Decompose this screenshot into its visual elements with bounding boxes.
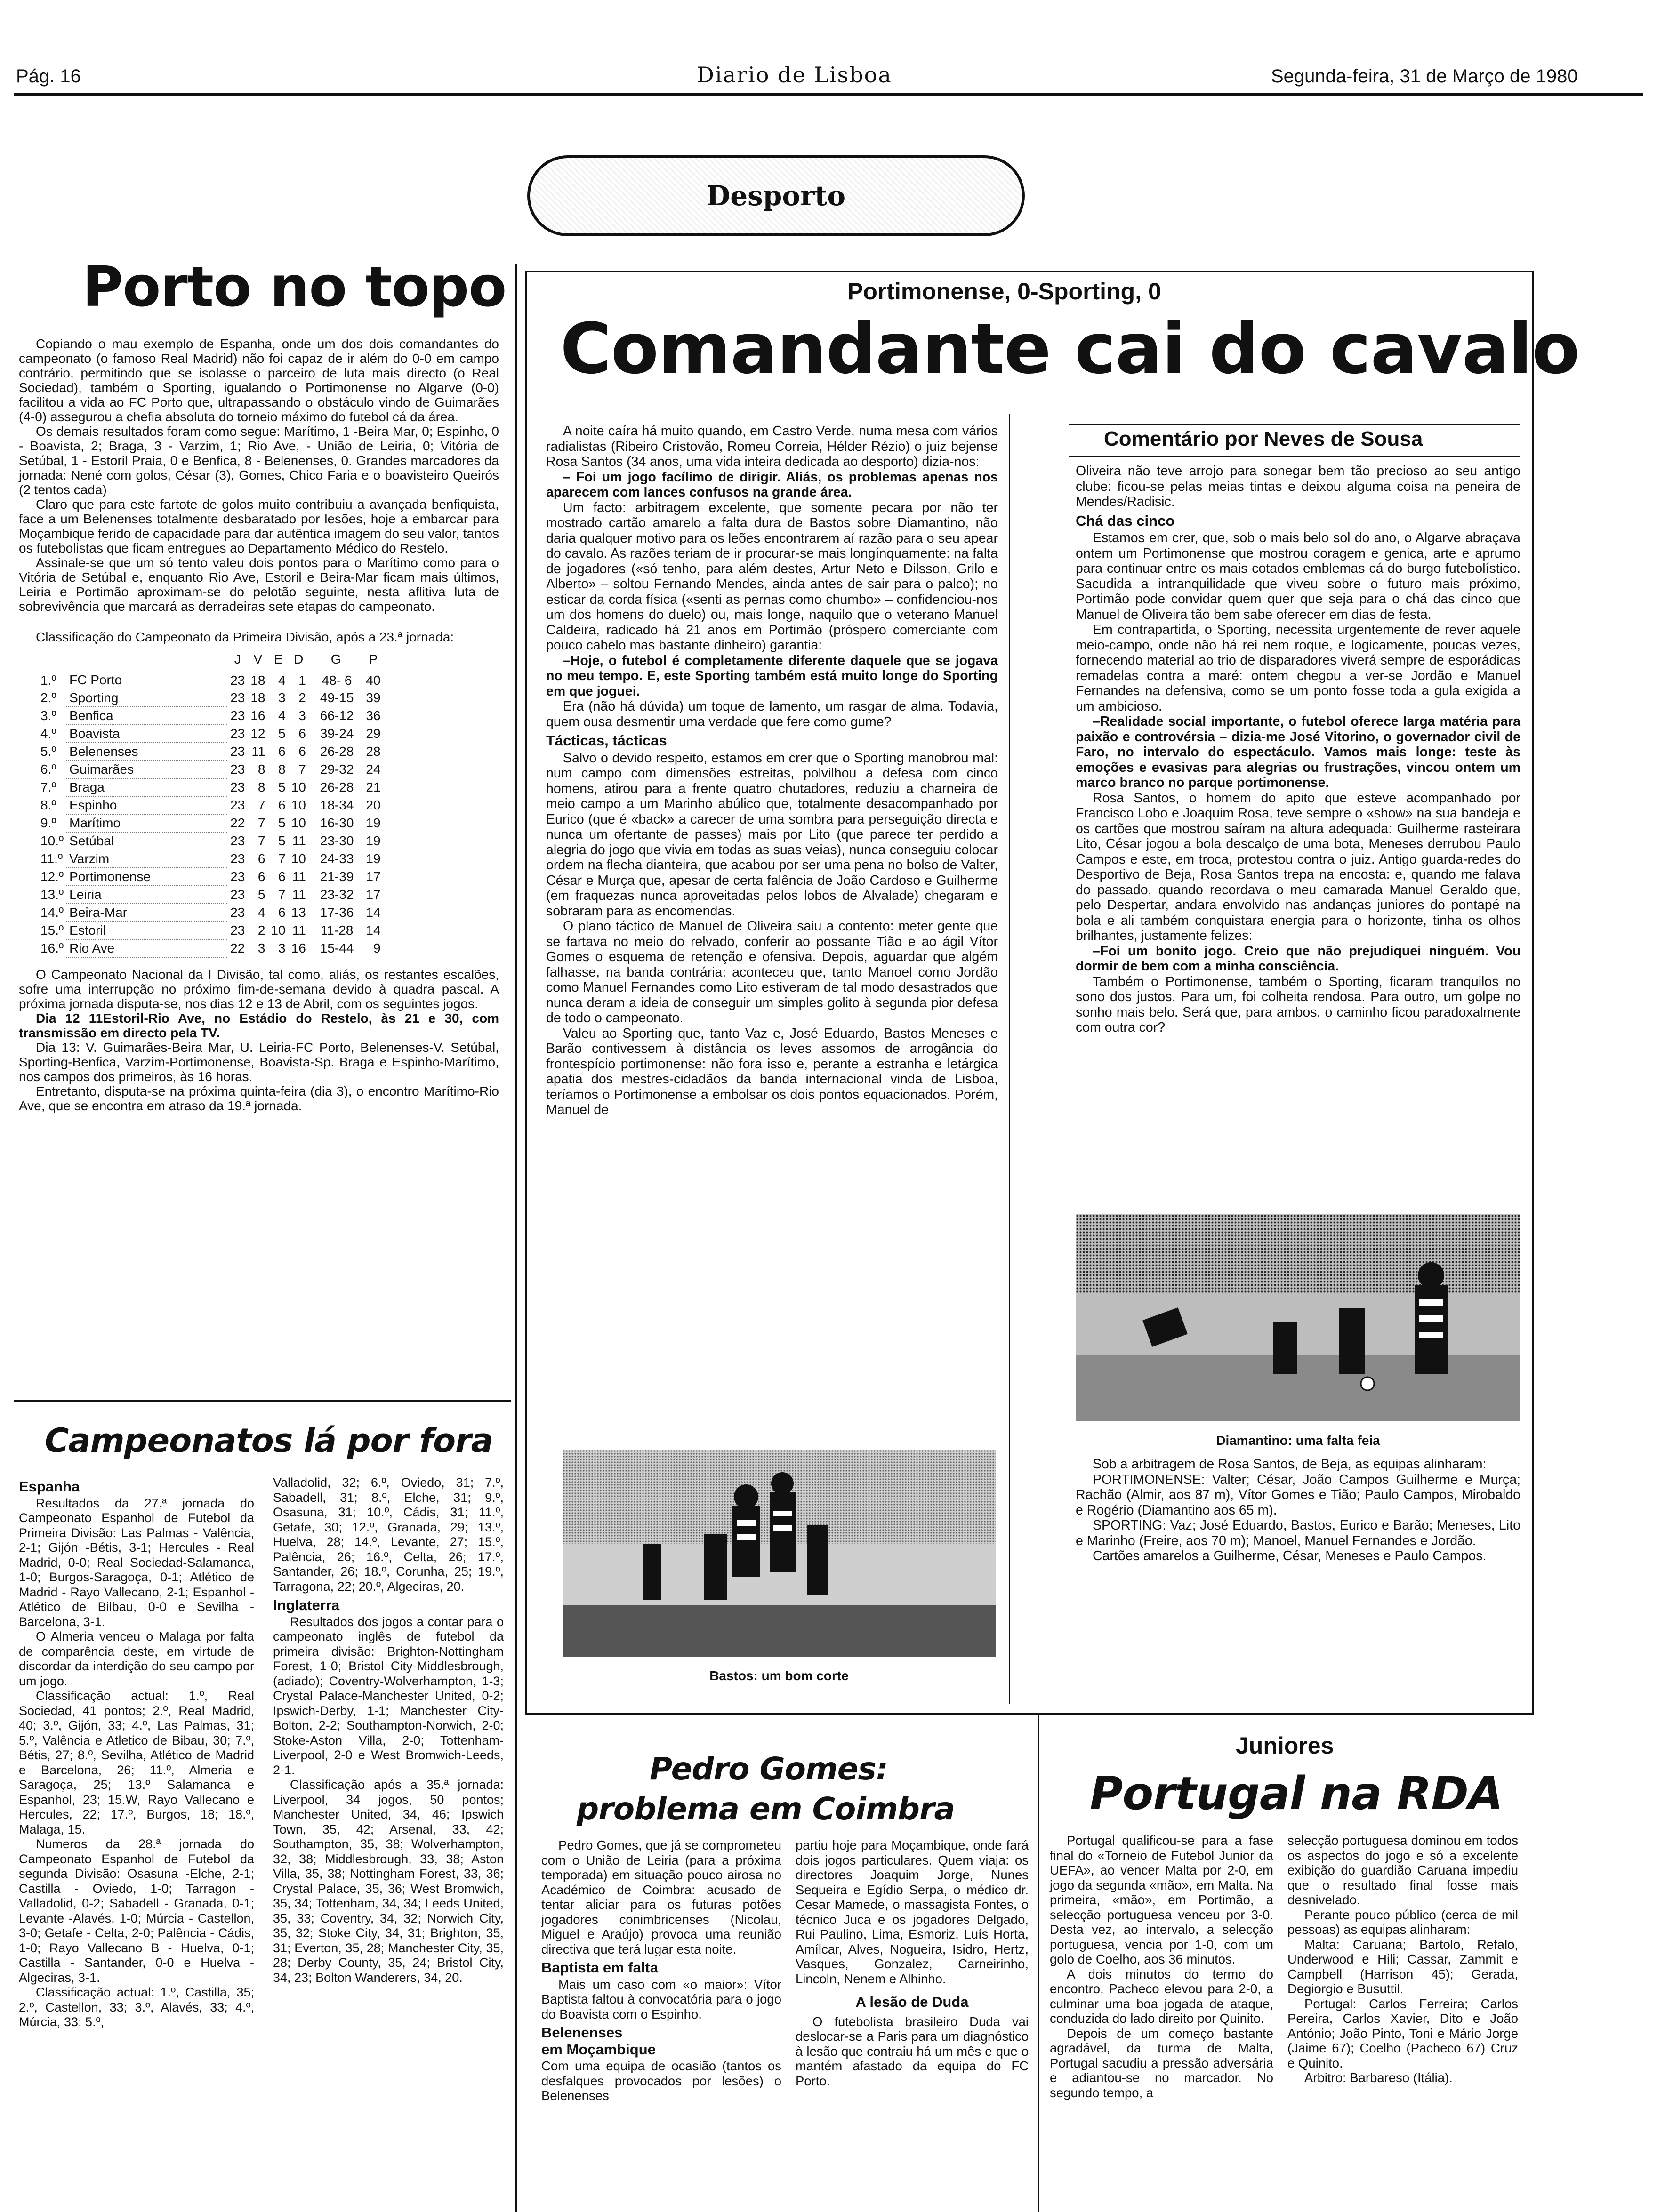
gomes-title-line1: Pedro Gomes: <box>650 1751 888 1787</box>
standings-pos: 9.º <box>40 816 56 830</box>
paragraph: PORTIMONENSE: Valter; César, João Campos Guilherme e Murça; Rachão (Almir, aos 87 m), Vítor Gomes e Tião; Paulo Campos, Mirobaldo e Rogério (Diamantino aos 65 m). <box>1076 1472 1520 1518</box>
standings-p: 17 <box>366 887 381 902</box>
standings-j: 23 <box>230 905 245 920</box>
standings-team: FC Porto <box>66 672 227 689</box>
comment-top-rule <box>1069 424 1520 425</box>
left-column-rule <box>515 264 517 2212</box>
bold-quote: –Hoje, o futebol é completamente diferente daquele que se jogava no meu tempo. E, este Sporting também está muito longe do Sporting em que joguei. <box>546 653 998 699</box>
subheading: Tácticas, tácticas <box>546 732 667 749</box>
standings-pos: 7.º <box>40 780 56 794</box>
standings-p: 19 <box>366 851 381 866</box>
paragraph: O Almeria venceu o Malaga por falta de comparência deste, em virtude de discordar da interdição do seu campo por um jogo. <box>19 1629 254 1688</box>
standings-p: 20 <box>366 798 381 812</box>
standings-v: 12 <box>250 726 265 741</box>
photo-diamantino-caption: Diamantino: uma falta feia <box>1216 1433 1380 1448</box>
standings-row <box>38 761 384 778</box>
standings-header-cell: G <box>330 652 341 666</box>
standings-g: 26-28 <box>320 780 354 794</box>
standings-e: 6 <box>278 744 286 759</box>
standings-p: 21 <box>366 780 381 794</box>
paragraph: Salvo o devido respeito, estamos em crer que o Sporting manobrou mal: num campo com dimensões estreitas, polvilhou a defesa com cinco homens, atirou para a frente quatro chutadores, reduziu a charneira de meio campo a um Marinho abúlico que, totalmente desacompanhado por Eurico (que é «back» a carecer de uma sombra para perseguição directa e nunca um ofertante de passes) mais por Lito (que parece ter perdido a alegria do jogo que vivia em todas as suas veias), nunca conseguiu colocar ordem na flecha dianteira, que acabou por ser uma pena no bolso de Valter, César e Murça que, apesar de certa falência de João Cardoso e Guilherme (em fraquezas nunca aproveitadas pelos lobos de Alvalade) chegaram e sobraram para as encomendas. <box>546 750 998 919</box>
standings-e: 4 <box>278 673 286 688</box>
photo-bastos <box>563 1450 996 1657</box>
standings-pos: 6.º <box>40 762 56 777</box>
standings-p: 29 <box>366 726 381 741</box>
standings-j: 23 <box>230 798 245 812</box>
standings-j: 23 <box>230 690 245 705</box>
standings-team: Boavista <box>66 725 227 743</box>
paragraph: selecção portuguesa dominou em todos os aspectos do jogo e só a excelente exibição do guardião Caruana impediu que o resultado final fosse mais desnivelado. <box>1287 1833 1518 1907</box>
paragraph: Numeros da 28.ª jornada do Campeonato Espanhol de Futebol da segunda Divisão: Osasuna -Elche, 2-1; Castilla - Oviedo, 1-0; Tarragon - Valladolid, 0-2; Sabadell - Granada, 0-1; Levante -Alavés, 1-0; Múrcia - Castellon, 3-0; Getafe - Celta, 2-0; Palência - Cádis, 1-0; Rayo Vallecano B - Huelva, 0-1; Castilla - Santander, 0-0 e Huelva - Algeciras, 3-1. <box>19 1837 254 1985</box>
main-title: Comandante cai do cavalo <box>560 308 1579 389</box>
standings-pos: 2.º <box>40 690 56 705</box>
standings-pos: 13.º <box>40 887 64 902</box>
standings-row <box>38 939 384 957</box>
standings-header-blank <box>66 651 227 672</box>
standings-header-cell: E <box>273 652 283 666</box>
standings-pos: 3.º <box>40 708 56 723</box>
paragraph: Arbitro: Barbareso (Itália). <box>1304 2070 1453 2085</box>
paragraph: Valeu ao Sporting que, tanto Vaz e, José Eduardo, Bastos Meneses e Barão contivessem à distância os leves assomos de arrogância do frontespício portimonense: não fora isso e, perante a estranha e letárgica apatia dos mestres-cidadãos da banda internacional vinda de Lisboa, teríamos o Portimonense a embolsar os dois pontos equacionados. Porém, Manuel de <box>546 1026 998 1117</box>
standings-pos: 15.º <box>40 923 64 938</box>
standings-row <box>38 922 384 939</box>
standings-p: 19 <box>366 834 381 848</box>
left-paragraph: Assinale-se que um só tento valeu dois pontos para o Marítimo como para o Vitória de Setúbal e, enquanto Rio Ave, Estoril e Beira-Mar ficam mais últimos, Leiria e Portimão aproximam-se do pelotão seguinte, nesta aflitiva luta de sobrevivência que marcará as derradeiras sete etapas do campeonato. <box>19 555 499 614</box>
standings-pos: 11.º <box>40 851 63 866</box>
standings-team: Rio Ave <box>66 939 227 957</box>
paragraph: Rosa Santos, o homem do apito que esteve acompanhado por Francisco Lobo e Joaquim Rosa, teve sempre o «show» na sua bandeja e os cartões que mostrou saíram na altura adequada: Guilherme rasteirara Lito, César jogou a bola descalço de uma bota, Meneses derrubou Paulo Campos e este, em troca, protestou contra o juiz. Antigo guarda-redes do Desportivo de Beja, Rosa Santos trepa na encosta: e, quando me falava do passado, quando recordava o meu camarada Manuel Geraldo que, pelo Despertar, andara envolvido nas andanças juniores do pontapé na bola e ali também conquistara energia para o horizonte, tinha os olhos brilhantes, justamente felizes: <box>1076 790 1520 943</box>
standings-g: 18-34 <box>320 798 354 812</box>
standings-v: 7 <box>257 798 265 812</box>
standings-g: 66-12 <box>320 708 354 723</box>
standings-e: 10 <box>271 923 286 938</box>
standings-row <box>38 796 384 814</box>
standings-d: 11 <box>292 923 306 938</box>
standings-team: Setúbal <box>66 832 227 850</box>
standings-d: 10 <box>291 851 306 866</box>
standings-d: 6 <box>298 744 306 759</box>
paragraph: Classificação após a 35.ª jornada: Liverpool, 34 jogos, 50 pontos; Manchester United, 34, 46; Ipswich Town, 35, 42; Arsenal, 33, 42; Southampton, 35, 38; Wolverhampton, 32, 38; Middlesbrough, 33, 38; Aston Villa, 35, 38; Nottingham Forest, 33, 36; Crystal Palace, 35, 36; West Bromwich, 35, 34; Tottenham, 34, 34; Leeds United, 35, 33; Coventry, 34, 32; Norwich City, 35, 32; Stoke City, 34, 31; Brighton, 35, 31; Everton, 35, 28; Manchester City, 35, 28; Derby County, 35, 24; Bristol City, 34, 23; Bolton Wanderers, 34, 20. <box>273 1778 504 1985</box>
standings-v: 7 <box>257 834 265 848</box>
subheading: Inglaterra <box>273 1597 340 1613</box>
paragraph: O plano táctico de Manuel de Oliveira saiu a contento: meter gente que se fartava no meio do relvado, conferir ao possante Tião e ao ágil Vítor Gomes o esquema de retenção e ofensiva. Depois, aguardar que algém falhasse, na banda contrária: aconteceu que, tanto Manoel como Jordão como Manuel Fernandes como Lito estiveram de tal modo desastrados que nunca deram a ideia de conseguir um simples golito à segunda pior defesa de todo o campeonato. <box>546 919 998 1026</box>
standings-row <box>38 814 384 832</box>
standings-d: 11 <box>292 887 306 902</box>
main-column-divider <box>1009 414 1010 1704</box>
paragraph: partiu hoje para Moçambique, onde fará dois jogos particulares. Quem viaja: os directores Joaquim Jorge, Nunes Sequeira e Egídio Serpa, o médico dr. Cesar Mamede, o massagista Fontes, o técnico Juca e os jogadores Delgado, Rui Paulino, Lima, Esmoriz, Luís Horta, Amílcar, Alves, Nogueira, Isidro, Hertz, Vasques, Gonzalez, Carneirinho, Lincoln, Nenem e Alhinho. <box>796 1838 1029 1986</box>
bold-quote: –Realidade social importante, o futebol oferece larga matéria para paixão e controvérsia – dizia-me José Vitorino, o governador civil de Faro, no intervalo do espectáculo. Vamos mais longe: teste às emoções e evasivas para alegrias ou frustrações, vincou ontem um marco branco no parque portimonense. <box>1076 714 1520 790</box>
paragraph: Oliveira não teve arrojo para sonegar bem tão precioso ao seu antigo clube: ficou-se pelas meias tintas e deixou alguma coisa na peneira de Mendes/Radisic. <box>1076 464 1520 509</box>
main-column-1 <box>546 424 998 1118</box>
standings-pos: 16.º <box>40 941 64 955</box>
standings-p: 36 <box>366 708 381 723</box>
standings-d: 10 <box>291 780 306 794</box>
paragraph: Depois de um começo bastante agradável, da turma de Malta, Portugal sacudiu a pressão adversária e adiantou-se no marcador. No segundo tempo, a <box>1050 2026 1273 2100</box>
left-after-paragraph: O Campeonato Nacional da I Divisão, tal como, aliás, os restantes escalões, sofre uma interrupção no próximo fim-de-semana devido à quadra pascal. A próxima jornada disputa-se, nos dias 12 e 13 de Abril, com os seguintes jogos. <box>19 967 499 1011</box>
photo-bastos-caption: Bastos: um bom corte <box>709 1668 849 1683</box>
paragraph: Portugal qualificou-se para a fase final do «Torneio de Futebol Junior da UEFA», ao vencer Malta por 2-0, em jogo da segunda «mão», em Malta. Na primeira, «mão», em Portimão, a selecção portuguesa venceu por 3-0. Desta vez, ao intervalo, a selecção portuguesa, vencia por 1-0, com um golo de Coelho, aos 36 minutos. <box>1050 1833 1273 1966</box>
standings-team: Leiria <box>66 886 227 904</box>
paragraph: Valladolid, 32; 6.º, Oviedo, 31; 7.º, Sabadell, 31; 8.º, Elche, 31; 9.º, Osasuna, 31; 10.º, Cádis, 31; 11.º, Getafe, 30; 12.º, Granada, 29; 13.º, Huelva, 28; 14.º, Levante, 27; 15.º, Palência, 26; 16.º, Celta, 26; 17.º, Santander, 26; 18.º, Corunha, 25; 19.º, Tarragona, 22; 20.º, Algeciras, 20. <box>273 1475 504 1594</box>
photo-bastos-image <box>563 1450 996 1657</box>
paragraph: Estamos em crer, que, sob o mais belo sol do ano, o Algarve abraçava ontem um Portimonense que mostrou coragem e genica, arte e aprumo para continuar entre os mais cotados emblemas cá do burgo futebolístico. Sacudida a intranquilidade que viveu sobre o futuro mais próximo, Portimão pode convidar quem quer que seja para o chá das cinco que Manuel de Oliveira tão bem sabe oferecer em dias de festa. <box>1076 530 1520 622</box>
paragraph: Em contrapartida, o Sporting, necessita urgentemente de rever aquele meio-campo, onde não há rei nem roque, e logicamente, poucas vezes, fornecendo material ao trio de disparadores viverá sempre de esporádicas remadelas contra a maré: ontem chegou a ver-se Jordão e Manuel Fernandes na defensiva, como se um ponto fosse toda a gula exigida a um ambicioso. <box>1076 622 1520 714</box>
paragraph: Perante pouco público (cerca de mil pessoas) as equipas alinharam: <box>1287 1907 1518 1937</box>
standings-p: 24 <box>366 762 381 777</box>
standings-e: 7 <box>278 851 286 866</box>
standings-g: 21-39 <box>320 869 354 884</box>
standings-pos: 5.º <box>40 744 56 759</box>
standings-intro: Classificação do Campeonato da Primeira Divisão, após a 23.ª jornada: <box>36 630 454 644</box>
paragraph: A noite caíra há muito quando, em Castro Verde, numa mesa com vários radialistas (Ribeiro Cristovão, Romeu Correia, Hélder Rézio) o juiz bejense Rosa Santos (34 anos, uma vida inteira dedicada ao desporto) dizia-nos: <box>546 424 998 469</box>
standings-v: 18 <box>250 673 265 688</box>
paragraph: O futebolista brasileiro Duda vai deslocar-se a Paris para um diagnóstico à lesão que contraiu há um mês e que o mantém afastado da equipa do FC Porto. <box>796 2014 1029 2088</box>
standings-p: 14 <box>366 905 381 920</box>
left-after-paragraph: Dia 12 11Estoril-Rio Ave, no Estádio do Restelo, às 21 e 30, com transmissão em directo pela TV. <box>19 1011 499 1040</box>
standings-d: 6 <box>298 726 306 741</box>
standings-e: 4 <box>278 708 286 723</box>
standings-j: 23 <box>230 673 245 688</box>
left-article-body <box>19 337 499 1113</box>
standings-row <box>38 725 384 743</box>
standings-j: 23 <box>230 887 245 902</box>
paragraph: Resultados da 27.ª jornada do Campeonato Espanhol de Futebol da Primeira Divisão: Las Palmas - Valência, 2-1; Gijón -Bétis, 3-1; Hercules - Real Madrid, 0-0; Real Sociedad-Salamanca, 1-0; Burgos-Saragoça, 0-1; Atlético de Madrid - Rayo Vallecano, 2-1; Espanhol - Atlético de Bilbau, 0-0 e Sevilha -Barcelona, 3-1. <box>19 1496 254 1629</box>
fora-top-rule <box>14 1400 511 1402</box>
standings-v: 6 <box>257 869 265 884</box>
fora-column-2 <box>273 1475 504 1985</box>
standings-e: 5 <box>278 816 286 830</box>
subheading: em Moçambique <box>541 2041 656 2058</box>
standings-v: 7 <box>257 816 265 830</box>
main-column-2 <box>1076 464 1520 1035</box>
standings-g: 49-15 <box>320 690 354 705</box>
standings-g: 11-28 <box>320 923 354 938</box>
paragraph: Cartões amarelos a Guilherme, César, Meneses e Paulo Campos. <box>1093 1548 1487 1563</box>
standings-e: 7 <box>278 887 286 902</box>
standings-row <box>38 743 384 761</box>
standings-g: 48- 6 <box>322 673 352 688</box>
standings-p: 14 <box>366 923 381 938</box>
standings-row <box>38 672 384 689</box>
standings-g: 23-32 <box>320 887 354 902</box>
standings-row <box>38 850 384 868</box>
standings-row <box>38 689 384 707</box>
standings-j: 22 <box>230 941 245 955</box>
standings-e: 8 <box>278 762 286 777</box>
paragraph: Um facto: arbitragem excelente, que somente pecara por não ter mostrado cartão amarelo a falta dura de Bastos sobre Diamantino, não daria qualquer motivo para os leões encontrarem aí razão para o seu apear do cavalo. As razões teriam de ir procurar-se mais longínquamente: na falta de jogadores («só tenho, para além destes, Artur Neto e Dilsson, Grilo e Alberto» – soltou Fernando Mendes, ainda antes de sair para o palco); no esticar da corda física («senti as pernas como chumbo» – confidenciou-nos um dos homens do duelo) ou, mais longe, naquilo que o veterano Manuel Caldeira, radicado há 21 anos em Portimão (próspero comerciante com pouco cabelo mas bastante dinheiro) garantia: <box>546 500 998 653</box>
juniores-title: Portugal na RDA <box>1090 1767 1503 1820</box>
standings-header-cell: J <box>234 652 241 666</box>
standings-header-cell: P <box>369 652 378 666</box>
standings-v: 6 <box>257 851 265 866</box>
standings-team: Marítimo <box>66 814 227 832</box>
standings-j: 22 <box>230 816 245 830</box>
standings-pos: 10.º <box>40 834 64 848</box>
standings-g: 26-28 <box>320 744 354 759</box>
standings-e: 3 <box>278 690 286 705</box>
standings-row <box>38 832 384 850</box>
left-paragraph: Os demais resultados foram como segue: Marítimo, 1 -Beira Mar, 0; Espinho, 0 - Boavista, 2; Braga, 3 - Varzim, 1; Rio Ave, - União de Leiria, 0; Vitória de Setúbal, 1 - Estoril Praia, 0 e Benfica, 8 - Belenenses, 0. Grandes marcadores da jornada: Nené com golos, César (3), Gomes, Chico Faria e o boavisteiro Queirós (2 tentos cada) <box>19 424 499 497</box>
masthead: Diario de Lisboa <box>697 62 892 88</box>
juniores-column-2 <box>1287 1833 1518 2085</box>
juniores-kicker: Juniores <box>1236 1732 1334 1759</box>
left-article-title: Porto no topo <box>82 254 507 319</box>
standings-d: 10 <box>291 816 306 830</box>
paragraph: Portugal: Carlos Ferreira; Carlos Pereira, Carlos Xavier, Dito e João António; João Pinto, Toni e Mário Jorge (Jaime 67); Coelho (Pacheco 67) Cruz e Quinito. <box>1287 1996 1518 2070</box>
standings-e: 5 <box>278 726 286 741</box>
standings-g: 23-30 <box>320 834 354 848</box>
standings-g: 16-30 <box>320 816 354 830</box>
standings-j: 23 <box>230 744 245 759</box>
subheading: Baptista em falta <box>541 1959 659 1976</box>
standings-row <box>38 868 384 886</box>
standings-v: 11 <box>251 744 265 759</box>
standings-j: 23 <box>230 834 245 848</box>
standings-d: 1 <box>298 673 306 688</box>
standings-e: 5 <box>278 780 286 794</box>
standings-v: 16 <box>250 708 265 723</box>
standings-pos: 8.º <box>40 798 56 812</box>
standings-team: Sporting <box>66 689 227 707</box>
standings-pos: 14.º <box>40 905 64 920</box>
standings-j: 23 <box>230 726 245 741</box>
standings-header-row <box>38 651 384 672</box>
standings-row <box>38 904 384 922</box>
standings-v: 8 <box>257 762 265 777</box>
paragraph: Com uma equipa de ocasião (tantos os desfalques provocados por lesões) o Belenenses <box>541 2059 781 2103</box>
standings-v: 8 <box>257 780 265 794</box>
standings-d: 2 <box>298 690 306 705</box>
standings-team: Benfica <box>66 707 227 725</box>
standings-v: 5 <box>257 887 265 902</box>
standings-e: 6 <box>278 798 286 812</box>
standings-p: 28 <box>366 744 381 759</box>
paragraph: A dois minutos do termo do encontro, Pacheco elevou para 2-0, a culminar uma boa jogada de ataque, conduzida do lado direito por Quinito. <box>1050 1966 1273 2026</box>
subheading: A lesão de Duda <box>855 1994 969 2010</box>
standings-pos: 4.º <box>40 726 56 741</box>
standings-d: 11 <box>292 834 306 848</box>
paragraph: Sob a arbitragem de Rosa Santos, de Beja, as equipas alinharam: <box>1093 1457 1487 1472</box>
comment-bottom-rule <box>1069 456 1520 457</box>
bold-quote: –Foi um bonito jogo. Creio que não prejudiquei ninguém. Vou dormir de bem com a minha consciência. <box>1076 943 1520 974</box>
paragraph: Classificação actual: 1.º, Castilla, 35; 2.º, Castellon, 33; 3.º, Alavés, 33; 4.º, Múrcia, 33; 5.º, <box>19 1985 254 2029</box>
standings-row <box>38 707 384 725</box>
standings-j: 23 <box>230 923 245 938</box>
standings-v: 3 <box>257 941 265 955</box>
standings-g: 29-32 <box>320 762 354 777</box>
paragraph: SPORTING: Vaz; José Eduardo, Bastos, Eurico e Barão; Meneses, Lito e Marinho (Freire, aos 70 m); Manoel, Manuel Fernandes e Jordão. <box>1076 1518 1520 1548</box>
comment-title: Comentário por Neves de Sousa <box>1104 427 1423 450</box>
gomes-title-line2: problema em Coimbra <box>577 1791 955 1827</box>
subheading: Chá das cinco <box>1076 512 1175 529</box>
gomes-column-1 <box>541 1838 781 2103</box>
standings-team: Estoril <box>66 922 227 939</box>
standings-g: 15-44 <box>320 941 354 955</box>
standings-p: 9 <box>373 941 381 955</box>
paragraph: Malta: Caruana; Bartolo, Refalo, Underwood e Hili; Cassar, Zammit e Campbell (Harrison 45); Gerada, Degiorgio e Busuttil. <box>1287 1937 1518 1996</box>
standings-d: 11 <box>292 869 306 884</box>
standings-team: Guimarães <box>66 761 227 778</box>
standings-d: 3 <box>298 708 306 723</box>
standings-d: 7 <box>298 762 306 777</box>
standings-j: 23 <box>230 762 245 777</box>
paragraph: Classificação actual: 1.º, Real Sociedad, 41 pontos; 2.º, Real Madrid, 40; 3.º, Gijón, 33; 4.º, Las Palmas, 31; 5.º, Valência e Atletico de Bibau, 30; 7.º, Bétis, 27; 8.º, Sevilha, Atlético de Madrid e Barcelona, 26; 11.º, Almeria e Saragoça, 25; 13.º Salamanca e Espanhol, 23; 15.W, Rayo Vallecano e Hercules, 22; 17.º, Burgos, 18; 18.º, Malaga, 15. <box>19 1689 254 1836</box>
standings-header-cell: V <box>253 652 263 666</box>
paragraph: Mais um caso com «o maior»: Vítor Baptista faltou à convocatória para o jogo do Boavista com o Espinho. <box>541 1977 781 2021</box>
standings-p: 17 <box>366 869 381 884</box>
photo-diamantino <box>1076 1214 1520 1421</box>
standings-g: 17-36 <box>320 905 354 920</box>
paragraph: Pedro Gomes, que já se comprometeu com o União de Leiria (para a próxima temporada) em situação pouco airosa no Académico de Coimbra: acusado de tentar aliciar para os futuras potões jogadores conimbricenses (Nicolau, Miguel e Araújo) provoca uma reunião directiva que terá lugar esta noite. <box>541 1838 781 1956</box>
standings-team: Portimonense <box>66 868 227 886</box>
standings-team: Belenenses <box>66 743 227 761</box>
main-kicker: Portimonense, 0-Sporting, 0 <box>847 278 1161 305</box>
issue-date: Segunda-feira, 31 de Março de 1980 <box>1271 66 1578 87</box>
gomes-column-2 <box>796 1838 1029 2088</box>
standings-pos: 1.º <box>40 673 56 688</box>
bold-quote: – Foi um jogo facílimo de dirigir. Aliás, os problemas apenas nos aparecem com lances confusos na grande área. <box>546 469 998 500</box>
main-column-2-lineups <box>1076 1457 1520 1564</box>
standings-e: 6 <box>278 905 286 920</box>
paragraph: Era (não há dúvida) um toque de lamento, um rasgar de alma. Todavia, quem ousa desmentir uma verdade que fere como gume? <box>546 699 998 729</box>
standings-j: 23 <box>230 851 245 866</box>
standings-v: 18 <box>250 690 265 705</box>
standings-p: 19 <box>366 816 381 830</box>
standings-g: 39-24 <box>320 726 354 741</box>
paragraph: Resultados dos jogos a contar para o campeonato inglês de futebol da primeira divisão: Brighton-Nottingham Forest, 1-0; Bristol City-Middlesbrough, (adiado); Coventry-Wolverhampton, 1-3; Crystal Palace-Manchester United, 0-2; Ipswich-Derby, 1-1; Manchester City-Bolton, 2-2; Southampton-Norwich, 2-0; Stoke-Aston Villa, 2-0; Tottenham-Liverpool, 2-0 e West Bromwich-Leeds, 2-1. <box>273 1614 504 1777</box>
fora-title: Campeonatos lá por fora <box>45 1421 493 1460</box>
standings-v: 2 <box>257 923 265 938</box>
subheading: Belenenses <box>541 2024 623 2041</box>
standings-g: 24-33 <box>320 851 354 866</box>
juniores-column-rule <box>1038 1713 1039 2212</box>
standings-v: 4 <box>257 905 265 920</box>
standings-table <box>38 651 384 958</box>
subheading: Espanha <box>19 1478 80 1495</box>
standings-team: Espinho <box>66 796 227 814</box>
header-rule <box>14 93 1643 96</box>
standings-pos: 12.º <box>40 869 64 884</box>
juniores-column-1 <box>1050 1833 1273 2100</box>
standings-e: 6 <box>278 869 286 884</box>
standings-e: 3 <box>278 941 286 955</box>
left-paragraph: Copiando o mau exemplo de Espanha, onde um dos dois comandantes do campeonato (o famoso Real Madrid) não foi capaz de ir além do 0-0 em campo contrário, permitindo que se isolasse o parceiro de luta mais directo (o Real Sociedad), também o Sporting, igualando o Portimonense no Algarve (0-0) facilitou a vida ao FC Porto que, ultrapassando o obstáculo vindo de Guimarães (4-0) assegurou a chefia absoluta do torneio máximo do futebol cá da área. <box>19 337 499 424</box>
left-paragraph: Claro que para este fartote de golos muito contribuiu a avançada benfiquista, face a um Belenenses totalmente desbaratado por lesões, hoje a embarcar para Moçambique ferido de capacidade para dar autêntica imagem do seu valor, tantos os futebolistas que ficam entregues ao Departamento Médico do Restelo. <box>19 497 499 555</box>
standings-team: Beira-Mar <box>66 904 227 922</box>
paragraph: Também o Portimonense, também o Sporting, ficaram tranquilos no sono dos justos. Para um, foi colheita rendosa. Para outro, um golpe no sonho mais belo. Será que, para ambos, o caminho ficou paradoxalmente com outra cor? <box>1076 974 1520 1035</box>
standings-d: 10 <box>291 798 306 812</box>
standings-row <box>38 886 384 904</box>
standings-p: 40 <box>366 673 381 688</box>
standings-team: Varzim <box>66 850 227 868</box>
left-after-paragraph: Entretanto, disputa-se na próxima quinta-feira (dia 3), o encontro Marítimo-Rio Ave, que se encontra em atraso da 19.ª jornada. <box>19 1084 499 1113</box>
standings-e: 5 <box>278 834 286 848</box>
fora-column-1 <box>19 1475 254 2030</box>
standings-header-blank <box>38 651 66 672</box>
standings-d: 13 <box>291 905 306 920</box>
standings-team: Braga <box>66 778 227 796</box>
standings-j: 23 <box>230 780 245 794</box>
standings-d: 16 <box>291 941 306 955</box>
page-number: Pág. 16 <box>16 66 81 87</box>
section-label: Desporto <box>706 180 846 212</box>
section-banner <box>527 155 1025 236</box>
standings-row <box>38 778 384 796</box>
standings-j: 23 <box>230 869 245 884</box>
left-after-paragraph: Dia 13: V. Guimarães-Beira Mar, U. Leiria-FC Porto, Belenenses-V. Setúbal, Sporting-Benfica, Varzim-Portimonense, Boavista-Sp. Braga e Espinho-Marítimo, nos campos dos primeiros, às 16 horas. <box>19 1040 499 1084</box>
standings-j: 23 <box>230 708 245 723</box>
standings-header-cell: D <box>294 652 304 666</box>
photo-diamantino-image <box>1076 1214 1520 1421</box>
standings-p: 39 <box>366 690 381 705</box>
